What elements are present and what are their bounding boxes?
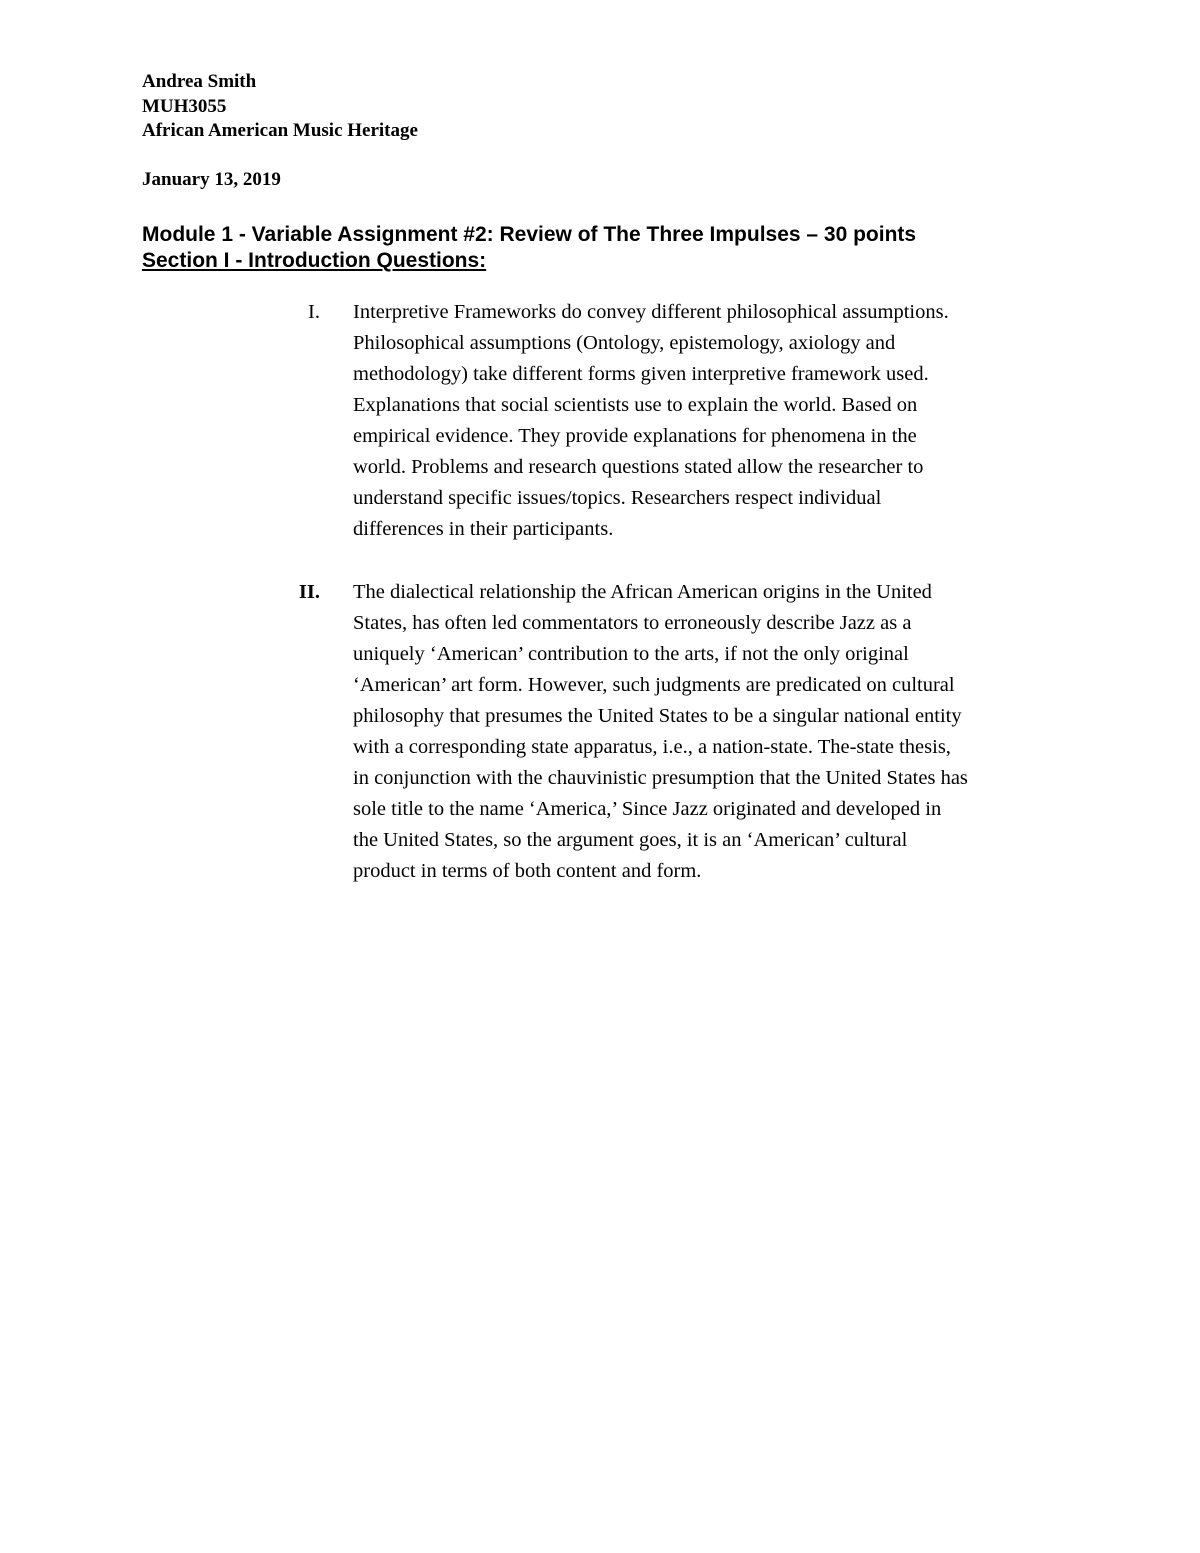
text-line: methodology) take different forms given interpretive framework used.	[353, 363, 929, 385]
text-line: The dialectical relationship the African American origins in the United	[353, 581, 932, 603]
author-name: Andrea Smith	[142, 71, 257, 92]
text-line: empirical evidence. They provide explanations for phenomena in the	[353, 425, 917, 447]
text-line: States, has often led commentators to erroneously describe Jazz as a	[353, 612, 912, 634]
text-line: world. Problems and research questions stated allow the researcher to	[353, 456, 924, 478]
text-line: sole title to the name ‘America,’ Since Jazz originated and developed in	[353, 798, 942, 820]
course-title: African American Music Heritage	[142, 120, 418, 141]
list-item-text	[353, 297, 1063, 545]
text-line: product in terms of both content and form.	[353, 860, 702, 882]
text-line: Philosophical assumptions (Ontology, epistemology, axiology and	[353, 332, 896, 354]
list-item-numeral: II.	[298, 581, 320, 603]
text-line: Interpretive Frameworks do convey different philosophical assumptions.	[353, 301, 949, 323]
text-line: philosophy that presumes the United States to be a singular national entity	[353, 705, 962, 727]
text-line: ‘American’ art form. However, such judgments are predicated on cultural	[353, 674, 955, 696]
list-item-text	[353, 577, 1063, 887]
list-item-numeral: I.	[308, 301, 320, 323]
text-line: differences in their participants.	[353, 518, 614, 540]
document-date: January 13, 2019	[142, 169, 281, 190]
section-heading: Section I - Introduction Questions:	[142, 249, 487, 272]
text-line: in conjunction with the chauvinistic presumption that the United States has	[353, 767, 968, 789]
text-line: Explanations that social scientists use to explain the world. Based on	[353, 394, 918, 416]
author-header	[142, 70, 418, 144]
text-line: understand specific issues/topics. Researchers respect individual	[353, 487, 882, 509]
text-line: uniquely ‘American’ contribution to the arts, if not the only original	[353, 643, 909, 665]
text-line: the United States, so the argument goes, it is an ‘American’ cultural	[353, 829, 908, 851]
text-line: with a corresponding state apparatus, i.e., a nation-state. The-state thesis,	[353, 736, 951, 758]
course-code: MUH3055	[142, 95, 227, 117]
assignment-title: Module 1 - Variable Assignment #2: Review of The Three Impulses – 30 points	[142, 223, 917, 246]
